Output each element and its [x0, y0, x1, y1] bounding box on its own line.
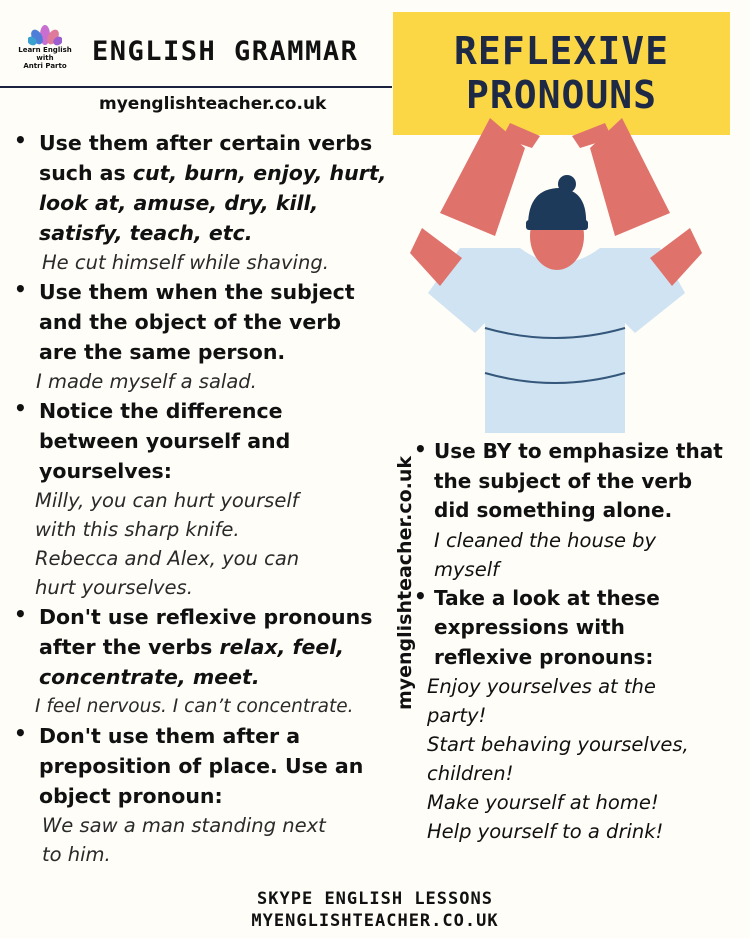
bullet-icon: • [414, 583, 427, 608]
right-1-line-2: the subject of the verb [434, 468, 693, 493]
left-5-example-2: to him. [42, 843, 111, 866]
header-divider [0, 86, 392, 88]
bullet-icon: • [14, 128, 27, 152]
bullet-icon: • [14, 277, 27, 301]
left-2-line-3: are the same person. [39, 340, 286, 364]
left-5-line-3: object pronoun: [39, 784, 223, 808]
right-1-line-1: Use BY to emphasize that [434, 439, 723, 463]
logo-line-1: Learn English [18, 46, 72, 54]
banner-line-2: PRONOUNS [465, 73, 658, 117]
bullet-icon: • [14, 396, 27, 420]
left-4-example: I feel nervous. I can’t concentrate. [35, 696, 354, 717]
left-3-example-3: Rebecca and Alex, you can [35, 547, 300, 570]
left-column [0, 128, 392, 869]
right-2-example-4: children! [427, 762, 514, 785]
right-1-line-3: did something alone. [434, 498, 673, 522]
right-column [414, 437, 750, 846]
bullet-icon: • [14, 721, 27, 745]
left-1-line-1: Use them after certain verbs [39, 131, 373, 155]
lotus-icon [28, 24, 62, 46]
person-illustration [400, 118, 720, 438]
left-4-line-1: Don't use reflexive pronouns [39, 605, 373, 629]
banner-line-1: REFLEXIVE [454, 29, 669, 73]
bullet-icon: • [414, 437, 427, 461]
logo-line-3: Antri Parto [23, 62, 67, 70]
logo-line-2: with [36, 54, 54, 62]
left-3-example-1: Milly, you can hurt yourself [35, 489, 299, 512]
right-2-example-3: Start behaving yourselves, [427, 733, 689, 756]
left-5-line-1: Don't use them after a [39, 724, 301, 748]
page-title: ENGLISH GRAMMAR [92, 36, 359, 67]
right-1-example-2: myself [434, 557, 499, 581]
left-5-example-1: We saw a man standing next [42, 814, 326, 837]
left-3-line-1: Notice the difference [39, 399, 283, 423]
footer-line-2: MYENGLISHTEACHER.CO.UK [251, 911, 499, 931]
right-2-line-3: reflexive pronouns: [434, 644, 654, 669]
left-3-example-4: hurt yourselves. [35, 576, 193, 599]
right-2-line-1: Take a look at these [434, 585, 660, 610]
right-1-example-1: I cleaned the house by [434, 528, 657, 552]
topic-banner [393, 12, 730, 135]
left-1-line-2b: cut, burn, enjoy, hurt, [132, 161, 387, 185]
site-url: myenglishteacher.co.uk [99, 94, 327, 114]
left-4-line-2b: relax, feel, [219, 635, 345, 659]
left-3-line-3: yourselves: [39, 459, 172, 483]
left-2-line-2: and the object of the verb [39, 310, 342, 334]
right-2-example-6: Help yourself to a drink! [427, 820, 664, 843]
left-1-example: He cut himself while shaving. [42, 251, 329, 274]
right-2-line-2: expressions with [434, 615, 625, 639]
footer-line-1: SKYPE ENGLISH LESSONS [257, 889, 493, 909]
left-4-line-3: concentrate, meet. [39, 665, 260, 689]
vertical-site-text: myenglishteacher.co.uk [394, 455, 416, 711]
left-3-line-2: between yourself and [39, 429, 291, 453]
left-4-line-2a: after the verbs [39, 635, 220, 659]
left-1-line-4: satisfy, teach, etc. [39, 221, 253, 245]
bullet-icon: • [14, 602, 27, 626]
left-3-example-2: with this sharp knife. [35, 518, 240, 541]
right-2-example-2: party! [427, 704, 487, 727]
left-2-example: I made myself a salad. [36, 370, 257, 393]
brand-logo [14, 24, 76, 74]
left-1-line-3: look at, amuse, dry, kill, [39, 191, 319, 215]
right-2-example-1: Enjoy yourselves at the [427, 675, 656, 698]
left-2-line-1: Use them when the subject [39, 280, 355, 304]
right-2-example-5: Make yourself at home! [427, 791, 659, 814]
left-1-line-2a: such as [39, 161, 133, 185]
left-5-line-2: preposition of place. Use an [39, 754, 364, 778]
